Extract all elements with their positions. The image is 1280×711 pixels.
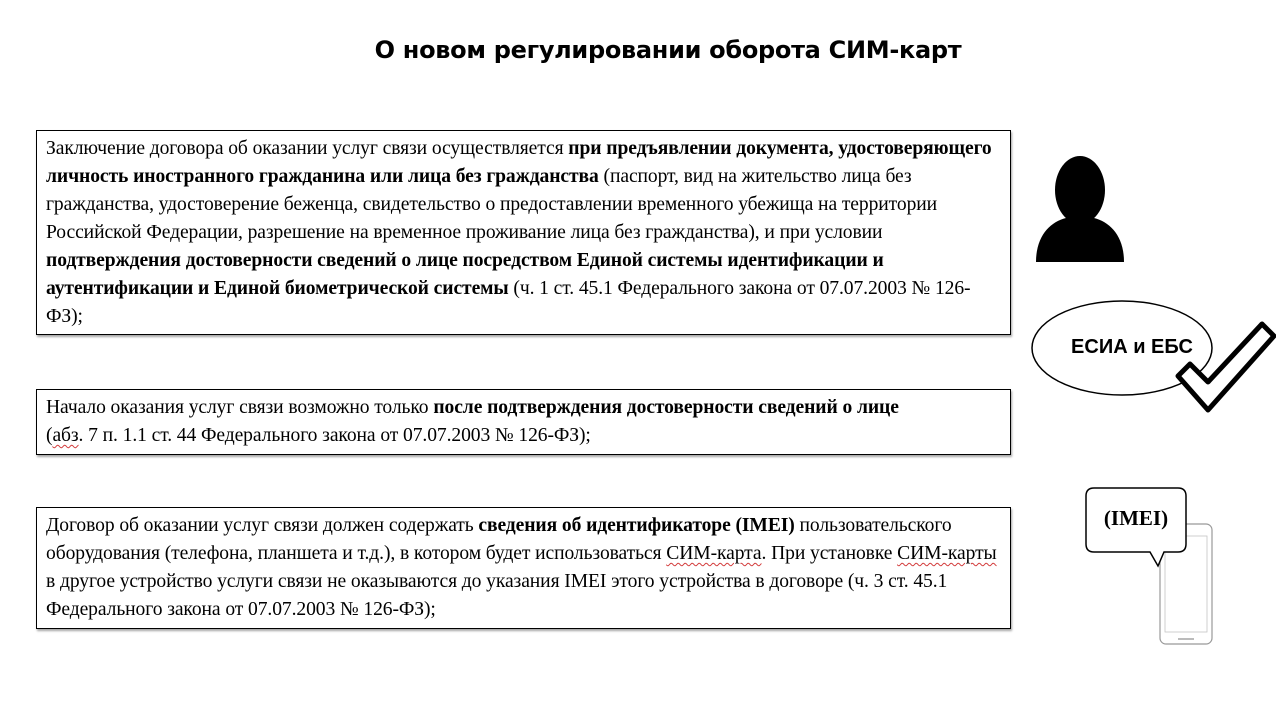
box1-text-1: Заключение договора об оказании услуг связи осуществляется xyxy=(46,138,569,159)
box2-text-2b: абз xyxy=(52,425,79,446)
box1-bold-2: подтверждения достоверности сведений о лице посредством Единой системы идентификации и аутентификации и Единой биометрической системы xyxy=(46,250,884,299)
esia-ebs-label: ЕСИА и ЕБС xyxy=(1071,336,1193,358)
box2-bold-1: после подтверждения достоверности сведений о лице xyxy=(433,397,899,418)
box1-text-2: (паспорт, вид на жительство лица без гражданства, удостоверение беженца, свидетельство о предоставлении временного убежища на территории Российской Федерации, разрешение на временное проживание лица без гражданства), и при условии xyxy=(46,166,938,243)
text-box-imei-requirement xyxy=(36,507,1011,629)
box2-text-2c: . 7 п. 1.1 ст. 44 Федерального закона от 07.07.2003 № 126-ФЗ); xyxy=(78,425,591,446)
person-icon xyxy=(1036,150,1124,262)
box3-bold-1: сведения об идентификаторе (IMEI) xyxy=(478,515,795,536)
box3-text-3: . При установке xyxy=(761,543,898,564)
imei-bubble-label: (IMEI) xyxy=(1103,506,1169,530)
box3-sim-card-2: СИМ-карты xyxy=(897,543,997,564)
box3-text-2: пользовательского оборудования (телефона, планшета и т.д.), в котором будет использоваться xyxy=(46,515,952,564)
text-box-service-start xyxy=(36,389,1011,455)
box3-sim-card-1: СИМ-карта xyxy=(666,543,762,564)
box2-text-1: Начало оказания услуг связи возможно только xyxy=(46,397,434,418)
box3-text-4: в другое устройство услуги связи не оказываются до указания IMEI этого устройства в договоре (ч. 3 ст. 45.1 Федерального закона от 07.07.2003 № 126-ФЗ); xyxy=(46,571,948,620)
box2-text-2a: ( xyxy=(46,425,53,446)
page-title: О новом регулировании оборота СИМ-карт xyxy=(374,36,962,64)
text-box-document-requirement xyxy=(36,130,1011,335)
box3-text-1: Договор об оказании услуг связи должен содержать xyxy=(46,515,479,536)
box1-text-3: (ч. 1 ст. 45.1 Федерального закона от 07.07.2003 № 126-ФЗ); xyxy=(46,278,971,327)
box1-bold-1: при предъявлении документа, удостоверяющего личность иностранного гражданина или лица без гражданства xyxy=(46,138,992,187)
